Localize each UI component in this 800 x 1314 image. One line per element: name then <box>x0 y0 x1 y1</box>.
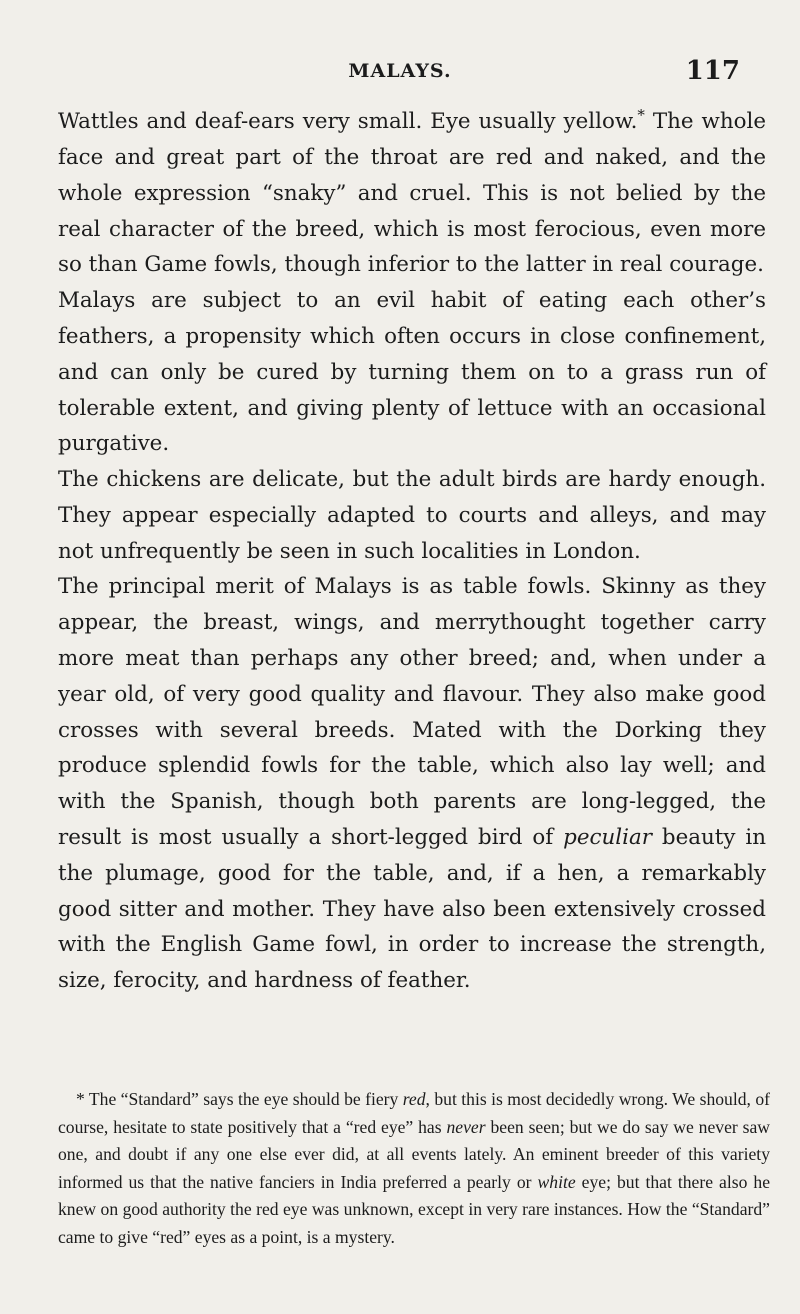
footnote-emphasis-red: red <box>402 1089 426 1109</box>
footnote-text-c: been seen; but we do say we never saw one, and doubt if any one else ever did, at all events lately. An eminent breeder of this variety informed us that the native fanciers in India preferred a pearly or <box>58 1116 771 1192</box>
footnote-text <box>58 1086 770 1252</box>
paragraph-1-text-b: The whole face and great part of the throat are red and naked, and the whole expression “snaky” and cruel. This is not belied by the real character of the breed, which is most ferocious, even more so than Game fowls, though inferior to the latter in real courage. <box>58 109 766 278</box>
running-title: MALAYS. <box>348 60 452 82</box>
footnote-marker: * <box>637 106 645 124</box>
paragraph-4-text-a: The principal merit of Malays is as table fowls. Skinny as they appear, the breast, wings, and merrythought together carry more meat than perhaps any other breed; and, when under a year old, of very good quality and flavour. They also make good crosses with several breeds. Mated with the Dorking they produce splendid fowls for the table, which also lay well; and with the Spanish, though both parents are long-legged, the result is most usually a short-legged bird of <box>58 574 766 851</box>
footnote-text-b: , but this is most decidedly wrong. We should, of course, hesitate to state positively that a “red eye” has <box>58 1089 770 1137</box>
page-number: 117 <box>685 56 740 86</box>
footnote-emphasis-white: white <box>537 1171 576 1192</box>
body-text <box>58 98 766 999</box>
paragraph-4-emphasis: peculiar <box>563 825 652 851</box>
footnote-emphasis-never: never <box>446 1116 486 1137</box>
paragraph-1-text-a: Wattles and deaf-ears very small. Eye usually yellow. <box>58 109 638 135</box>
footnote <box>58 1086 770 1252</box>
footnote-text-d: eye; but that there also he knew on good authority the red eye was unknown, except in very rare instances. How the “Standard” came to give “red” eyes as a point, is a mystery. <box>58 1171 770 1247</box>
paragraph-1 <box>58 98 766 283</box>
running-head <box>0 56 800 90</box>
footnote-text-a: * The “Standard” says the eye should be fiery <box>76 1089 403 1109</box>
paragraph-4 <box>58 569 766 999</box>
paragraph-3: The chickens are delicate, but the adult birds are hardy enough. They appear especially adapted to courts and alleys, and may not unfrequently be seen in such localities in London. <box>58 467 766 564</box>
paragraph-2: Malays are subject to an evil habit of eating each other’s feathers, a propensity which often occurs in close confinement, and can only be cured by turning them on to a grass run of tolerable extent, and giving plenty of lettuce with an occasional purgative. <box>58 288 766 457</box>
paragraph-4-text-b: beauty in the plumage, good for the table, and, if a hen, a remarkably good sitter and mother. They have also been extensively crossed with the English Game fowl, in order to increase the strength, size, ferocity, and hardness of feather. <box>58 825 767 994</box>
